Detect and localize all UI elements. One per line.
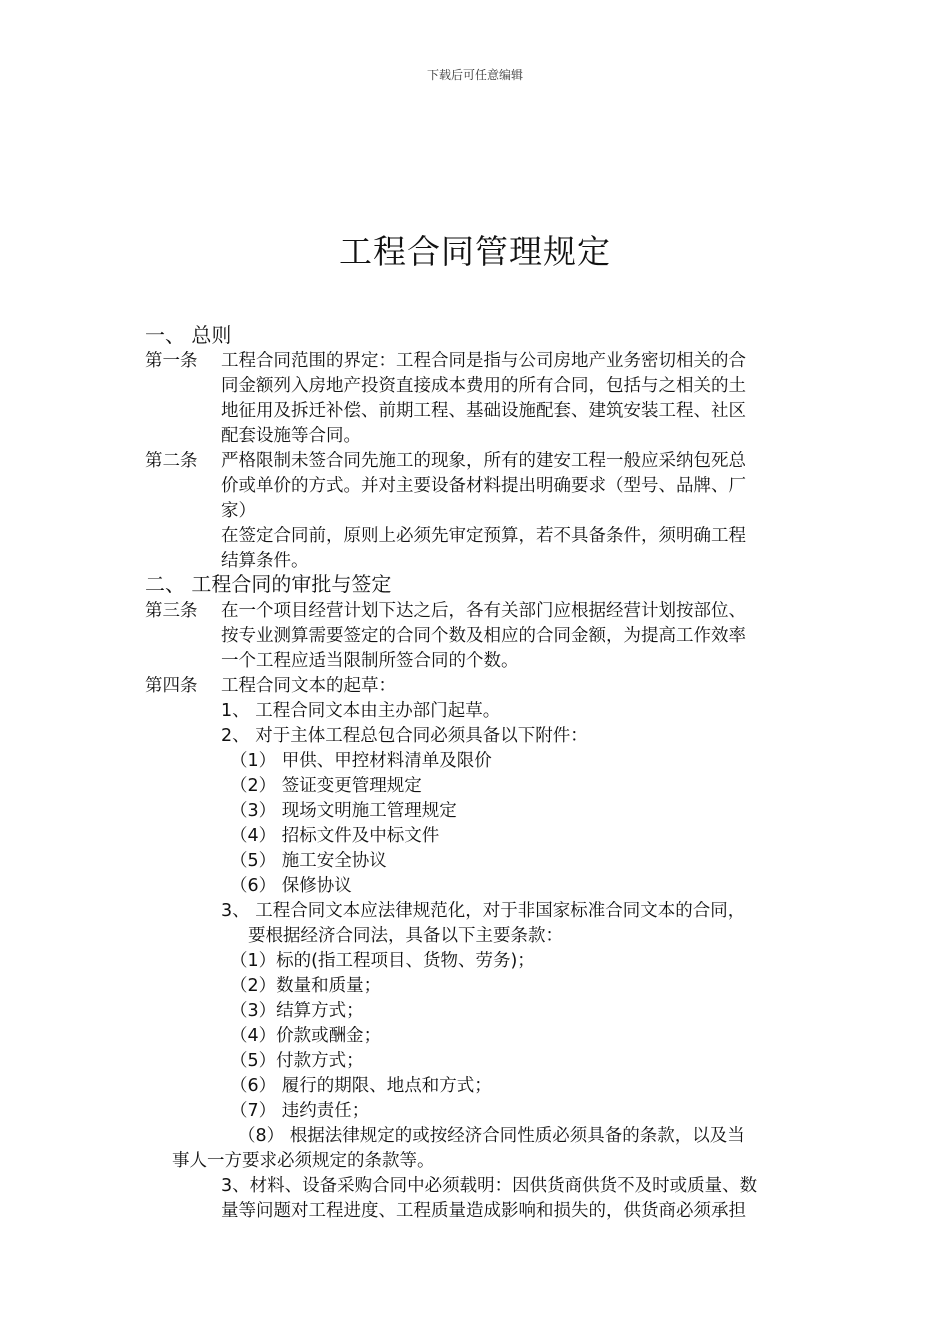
body-line: 价或单价的方式。并对主要设备材料提出明确要求（型号、品牌、厂 [221,476,746,496]
body-line: 严格限制未签合同先施工的现象，所有的建安工程一般应采纳包死总 [221,451,746,471]
list-item: （6） 保修协议 [230,876,352,896]
list-item: （3） 现场文明施工管理规定 [230,801,457,821]
header-note: 下载后可任意编辑 [426,68,523,82]
article-label-4: 第四条 [145,676,198,696]
body-line: 在一个项目经营计划下达之后，各有关部门应根据经营计划按部位、 [221,601,746,621]
list-item: （4） 招标文件及中标文件 [230,826,440,846]
article-label-1: 第一条 [145,351,198,371]
section-heading-1: 一、 总则 [145,323,232,347]
list-item: （5）付款方式； [230,1051,364,1071]
list-item: 1、 工程合同文本由主办部门起草。 [221,701,501,721]
article-label-3: 第三条 [145,601,198,621]
list-item: （2） 签证变更管理规定 [230,776,422,796]
list-item: （4）价款或酬金； [230,1026,382,1046]
body-line: 在签定合同前，原则上必须先审定预算，若不具备条件，须明确工程 [221,526,746,546]
list-item: （1）标的(指工程项目、货物、劳务)； [230,951,535,971]
body-line: 量等问题对工程进度、工程质量造成影响和损失的，供货商必须承担 [221,1201,746,1221]
list-item: （8） 根据法律规定的或按经济合同性质必须具备的条款，以及当 [238,1126,745,1146]
body-line: 同金额列入房地产投资直接成本费用的所有合同，包括与之相关的土 [221,376,746,396]
section-heading-2: 二、 工程合同的审批与签定 [145,572,392,596]
body-line: 工程合同范围的界定：工程合同是指与公司房地产业务密切相关的合 [221,351,746,371]
article-label-2: 第二条 [145,451,198,471]
list-item: （1） 甲供、甲控材料清单及限价 [230,751,492,771]
body-line: 工程合同文本的起草： [221,676,396,696]
body-line: 要根据经济合同法，具备以下主要条款： [248,926,563,946]
document-title: 工程合同管理规定 [339,232,611,271]
list-item: 2、 对于主体工程总包合同必须具备以下附件： [221,726,588,746]
body-line: 一个工程应适当限制所签合同的个数。 [221,651,519,671]
list-item: 3、 工程合同文本应法律规范化，对于非国家标准合同文本的合同， [221,901,746,921]
body-line: 按专业测算需要签定的合同个数及相应的合同金额，为提高工作效率 [221,626,746,646]
list-item: （3）结算方式； [230,1001,364,1021]
body-line: 家） [221,501,256,521]
list-item: （2）数量和质量； [230,976,382,996]
body-line: 事人一方要求必须规定的条款等。 [172,1151,435,1171]
list-item: （6） 履行的期限、地点和方式； [230,1076,492,1096]
list-item: 3、材料、设备采购合同中必须载明：因供货商供货不及时或质量、数 [221,1176,758,1196]
list-item: （7） 违约责任； [230,1101,370,1121]
body-line: 地征用及拆迁补偿、前期工程、基础设施配套、建筑安装工程、社区 [221,401,746,421]
list-item: （5） 施工安全协议 [230,851,387,871]
body-line: 配套设施等合同。 [221,426,361,446]
body-line: 结算条件。 [221,551,309,571]
